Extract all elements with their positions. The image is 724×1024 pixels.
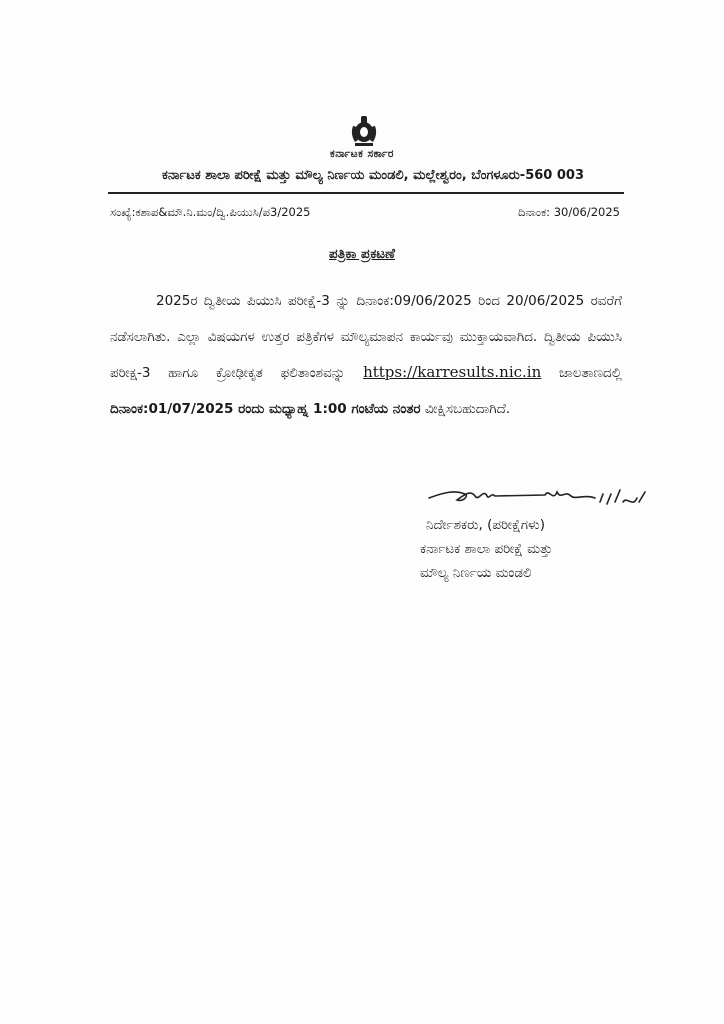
document-date: ದಿನಾಂಕ: 30/06/2025 [518, 205, 620, 219]
reference-number: ಸಂಖ್ಯೆ:ಕಶಾಪ&ಮೌ.ನಿ.ಮಂ/ದ್ವಿ.ಪಿಯುಸಿ/ಪ3/2025 [110, 205, 311, 219]
signatory-block [420, 513, 553, 585]
page-title: ಪತ್ರಿಕಾ ಪ್ರಕಟಣೆ [329, 246, 395, 262]
body-text-4: ವೀಕ್ಷಿಸಬಹುದಾಗಿದೆ. [424, 400, 511, 417]
header-divider [108, 192, 624, 194]
signatory-title: ನಿರ್ದೇಶಕರು, (ಪರೀಕ್ಷೆಗಳು) [426, 517, 545, 533]
signatory-org-line2: ಮೌಲ್ಯ ನಿರ್ಣಯ ಮಂಡಲಿ [420, 565, 532, 581]
body-text-1: 2025ರ ದ್ವಿತೀಯ ಪಿಯುಸಿ ಪರೀಕ್ಷೆ-3 ನ್ನು ದಿನಾಂಕ:09/06/2025 ರಿಂದ 20/06/2025 ರವರೆಗೆ ನಡೆಸಲಾಗಿತು. ಎಲ್ಲಾ ವಿಷಯಗಳ ಉತ್ತರ ಪತ್ರಿಕೆಗಳ ಮೌಲ್ಯಮಾಪನ ಕಾರ್ಯವು ಮುಕ್ತಾಯವಾಗಿದ. ದ್ವಿತೀಯ ಪಿಯುಸಿ ಪರೀಕ್ಷ-3 ಹಾಗೂ ಕ್ರೋಢೀಕೃತ ಫಲಿತಾಂಶವನ್ನು [110, 293, 622, 381]
results-link[interactable]: https://karresults.nic.in [363, 363, 542, 381]
body-text-3: ದಿನಾಂಕ:01/07/2025 ರಂದು ಮಧ್ಯಾಹ್ನ 1:00 ಗಂಟೆಯ ನಂತರ [110, 400, 421, 417]
karnataka-emblem-icon [349, 112, 379, 148]
notice-body [110, 284, 622, 427]
body-text-2: ಜಾಲತಾಣದಲ್ಲಿ [558, 365, 622, 381]
government-label: ಕರ್ನಾಟಕ ಸರ್ಕಾರ [330, 148, 394, 160]
board-name: ಕರ್ನಾಟಕ ಶಾಲಾ ಪರೀಕ್ಷೆ ಮತ್ತು ಮೌಲ್ಯ ನಿರ್ಣಯ ಮಂಡಲಿ, ಮಲ್ಲೇಶ್ವರಂ, ಬೆಂಗಳೂರು-560 003 [161, 168, 584, 183]
signatory-org-line1: ಕರ್ನಾಟಕ ಶಾಲಾ ಪರೀಕ್ಷೆ ಮತ್ತು [420, 541, 553, 557]
